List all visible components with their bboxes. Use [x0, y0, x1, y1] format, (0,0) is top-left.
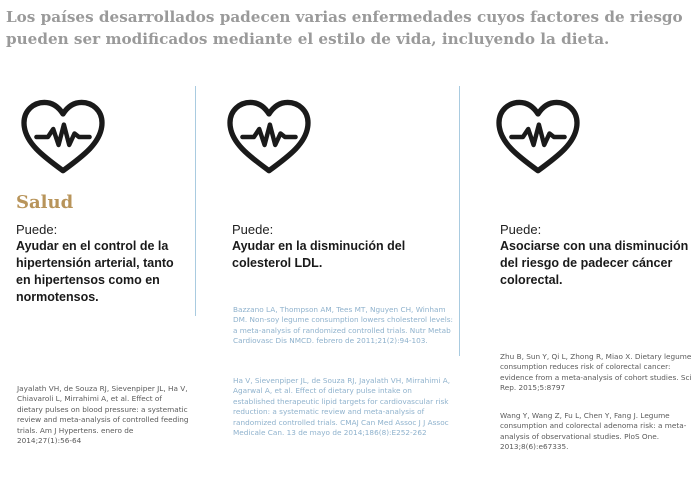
reference-text: Zhu B, Sun Y, Qi L, Zhong R, Miao X. Dietary legume consumption reduces risk of colorectal cancer: evidence from a meta-analysis of cohort studies. Sci Rep. 2015;5:8797	[500, 352, 692, 393]
reference-text: Jayalath VH, de Souza RJ, Sievenpiper JL, Ha V, Chiavaroli L, Mirrahimi A, et al. Effect of dietary pulses on blood pressure: a systematic review and meta-analysis of controlled feeding trials. Am J Hypertens. enero de 2014;27(1):56-64	[17, 384, 189, 446]
intro-text: Los países desarrollados padecen varias enfermedades cuyos factores de riesgo pueden ser modificados mediante el estilo de vida, incluyendo la dieta.	[6, 8, 683, 48]
benefit-text: Ayudar en la disminución del colesterol LDL.	[232, 239, 406, 270]
heart-pulse-icon	[493, 98, 583, 176]
puede-label: Puede:	[500, 222, 542, 237]
benefit-text: Ayudar en el control de la hipertensión arterial, tanto en hipertensos como en normotensos.	[16, 239, 174, 304]
puede-label: Puede:	[16, 222, 58, 237]
benefit-column-hypertension	[0, 88, 195, 483]
reference-text: Wang Y, Wang Z, Fu L, Chen Y, Fang J. Legume consumption and colorectal adenoma risk: a meta-analysis of observational studies. PloS One. 2013;8(6):e67335.	[500, 411, 687, 452]
section-title: Salud	[16, 192, 74, 213]
benefit-column-cholesterol	[196, 88, 459, 483]
heart-pulse-icon	[224, 98, 314, 176]
reference-text: Ha V, Sievenpiper JL, de Souza RJ, Jayalath VH, Mirrahimi A, Agarwal A, et al. Effect of dietary pulse intake on established therapeutic lipid targets for cardiovascular risk reduction: a systematic review and meta-analysis of randomized controlled trials. CMAJ Can Med Assoc J J Assoc Medicale Can. 13 de mayo de 2014;186(8):E252-262	[233, 376, 451, 438]
benefit-column-colorectal	[460, 88, 699, 483]
puede-label: Puede:	[232, 222, 274, 237]
reference-text: Bazzano LA, Thompson AM, Tees MT, Nguyen CH, Winham DM. Non-soy legume consumption lowers cholesterol levels: a meta-analysis of randomized controlled trials. Nutr Metab Cardiovasc Dis NMCD. febrero de 2011;21(2):94-103.	[233, 305, 453, 346]
heart-pulse-icon	[18, 98, 108, 176]
benefit-text: Asociarse con una disminución del riesgo de padecer cáncer colorectal.	[500, 239, 689, 287]
